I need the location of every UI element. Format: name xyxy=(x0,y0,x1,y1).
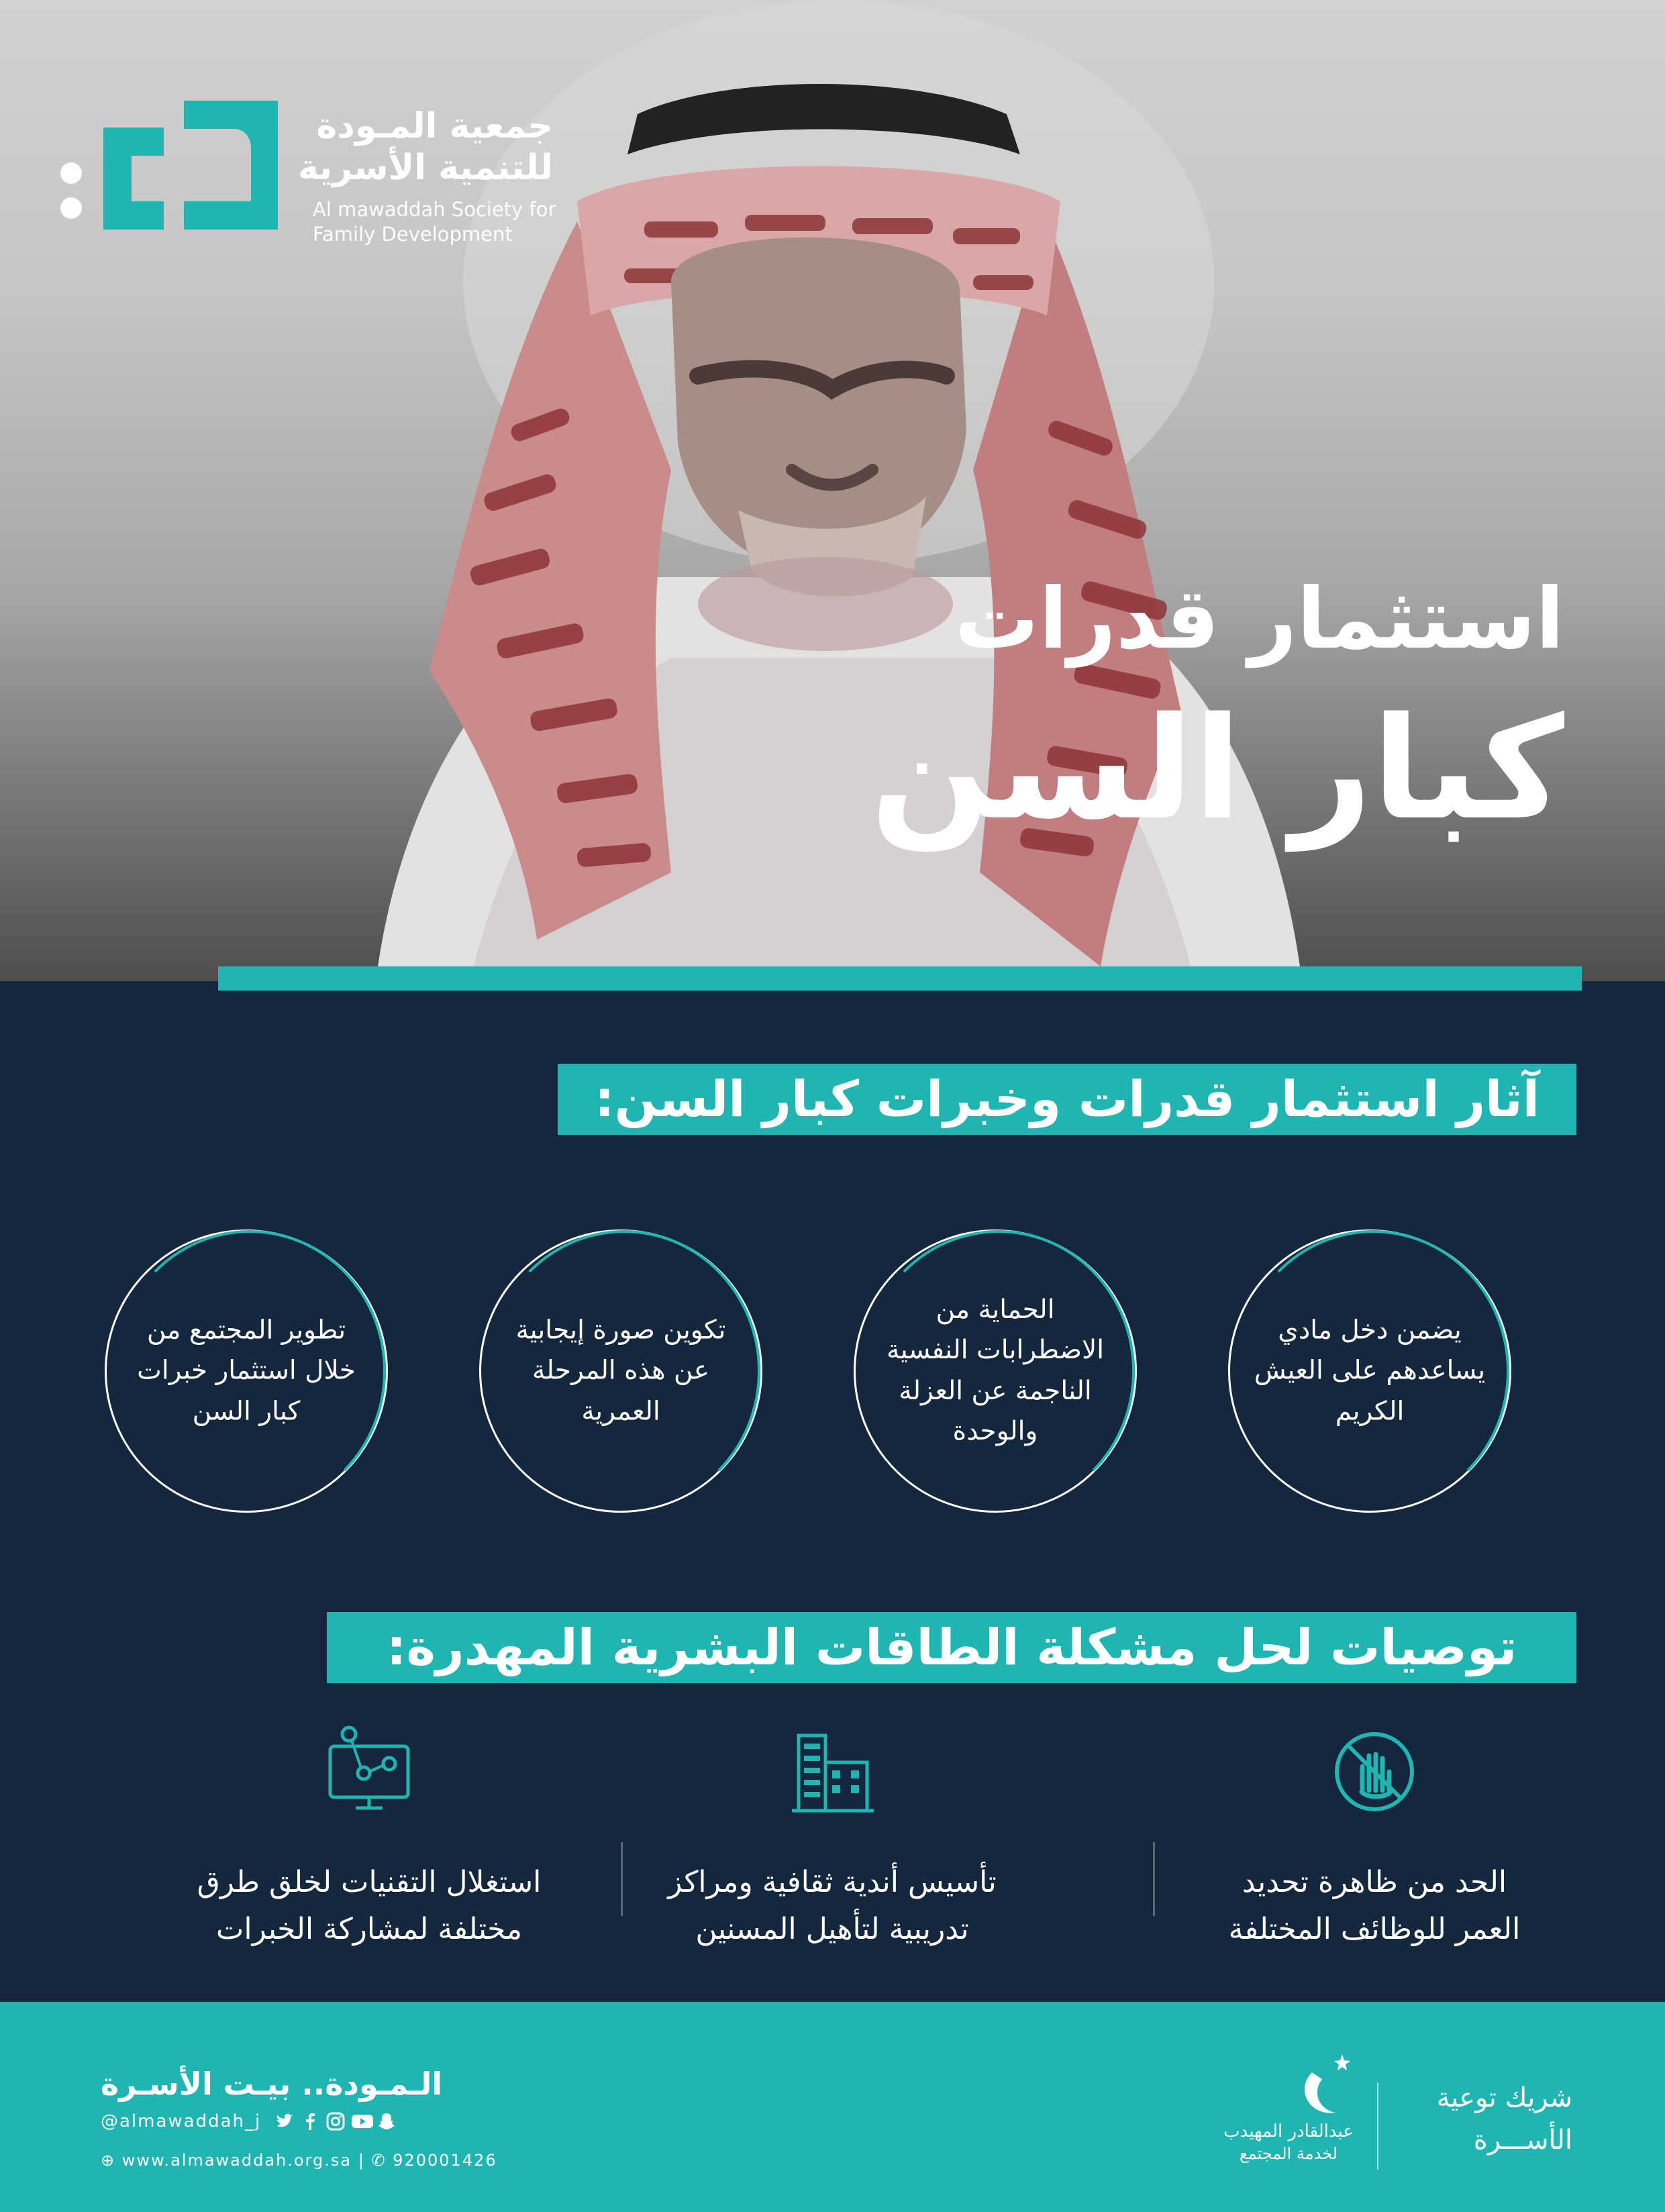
contact-line xyxy=(101,2151,497,2170)
recommendation-3-line2: مختلفة لمشاركة الخبرات xyxy=(215,1912,523,1947)
effect-circle-1 xyxy=(1228,1229,1511,1513)
recommendation-1-line1: الحد من ظاهرة تحديد xyxy=(1242,1865,1507,1899)
facebook-icon[interactable] xyxy=(300,2111,320,2131)
accent-divider-bar xyxy=(218,966,1582,991)
recommendation-divider-2 xyxy=(621,1842,623,1916)
twitter-icon[interactable] xyxy=(274,2111,295,2131)
recommendation-3 xyxy=(134,1725,604,1954)
recommendation-3-line1: استغلال التقنيات لخلق طرق xyxy=(197,1865,542,1899)
recommendation-2-line1: تأسيس أندية ثقافية ومراكز xyxy=(668,1865,997,1899)
no-age-limit-hand-icon xyxy=(1327,1725,1421,1819)
effect-circle-2 xyxy=(854,1229,1137,1513)
logo-name-english-line2: Family Development xyxy=(313,223,513,246)
hero-title-line1: استثمار قدرات xyxy=(954,570,1564,668)
phone-icon: ✆ xyxy=(371,2151,387,2170)
effect-circle-4 xyxy=(105,1229,388,1513)
social-links xyxy=(101,2111,397,2131)
logo-name-english-line1: Al mawaddah Society for xyxy=(313,198,556,221)
sponsor-crescent-icon xyxy=(1289,2049,1362,2123)
effect-text-3: تكوين صورة إيجابية عن هذه المرحلة العمرية xyxy=(515,1315,726,1427)
logo-name-arabic-line1: جمعية المـودة xyxy=(316,106,553,146)
footer-slogan: الـمـودة.. بيـت الأسـرة xyxy=(101,2066,443,2102)
buildings-icon xyxy=(785,1725,879,1819)
effects-heading: آثار استثمار قدرات وخبرات كبار السن: xyxy=(558,1064,1576,1135)
effect-circle-3 xyxy=(479,1229,762,1513)
logo-name-arabic-line2: للتنمية الأسرية xyxy=(297,148,553,188)
hero-title-line2: كبار السن xyxy=(870,687,1564,851)
phone-number[interactable]: 920001426 xyxy=(393,2151,497,2170)
instagram-icon[interactable] xyxy=(325,2111,346,2131)
hero-banner xyxy=(0,0,1665,981)
partner-label-line1: شريك توعية xyxy=(1436,2082,1572,2113)
website-link[interactable]: www.almawaddah.org.sa xyxy=(121,2151,352,2170)
recommendation-divider-1 xyxy=(1153,1842,1155,1916)
society-logo xyxy=(56,101,556,255)
logo-mark-icon xyxy=(56,101,285,255)
youtube-icon[interactable] xyxy=(351,2111,371,2131)
monitor-network-icon xyxy=(322,1725,416,1819)
sponsor-tagline: لخدمة المجتمع xyxy=(1240,2144,1338,2163)
recommendation-1 xyxy=(1140,1725,1609,1954)
recommendations-heading: توصيات لحل مشكلة الطاقات البشرية المهدرة: xyxy=(327,1612,1576,1683)
effect-text-1: يضمن دخل مادي يساعدهم على العيش الكريم xyxy=(1254,1315,1486,1427)
social-handle[interactable]: @almawaddah_j xyxy=(101,2111,262,2131)
globe-icon: ⊕ xyxy=(101,2151,116,2170)
recommendation-2 xyxy=(597,1725,1067,1954)
effect-text-2: الحماية من الاضطرابات النفسية الناجمة عن العزلة والوحدة xyxy=(886,1295,1105,1447)
recommendation-1-line2: العمر للوظائف المختلفة xyxy=(1228,1912,1521,1947)
contact-separator: | xyxy=(358,2151,365,2170)
partner-label-line2: الأســـرة xyxy=(1473,2125,1572,2156)
footer xyxy=(0,2002,1665,2212)
effect-text-4: تطوير المجتمع من خلال استثمار خبرات كبار السن xyxy=(137,1315,356,1427)
footer-divider xyxy=(1377,2082,1378,2170)
sponsor-name: عبدالقادر المهيدب xyxy=(1223,2121,1354,2142)
snapchat-icon[interactable] xyxy=(376,2111,397,2131)
recommendation-2-line2: تدريبية لتأهيل المسنين xyxy=(695,1912,969,1947)
